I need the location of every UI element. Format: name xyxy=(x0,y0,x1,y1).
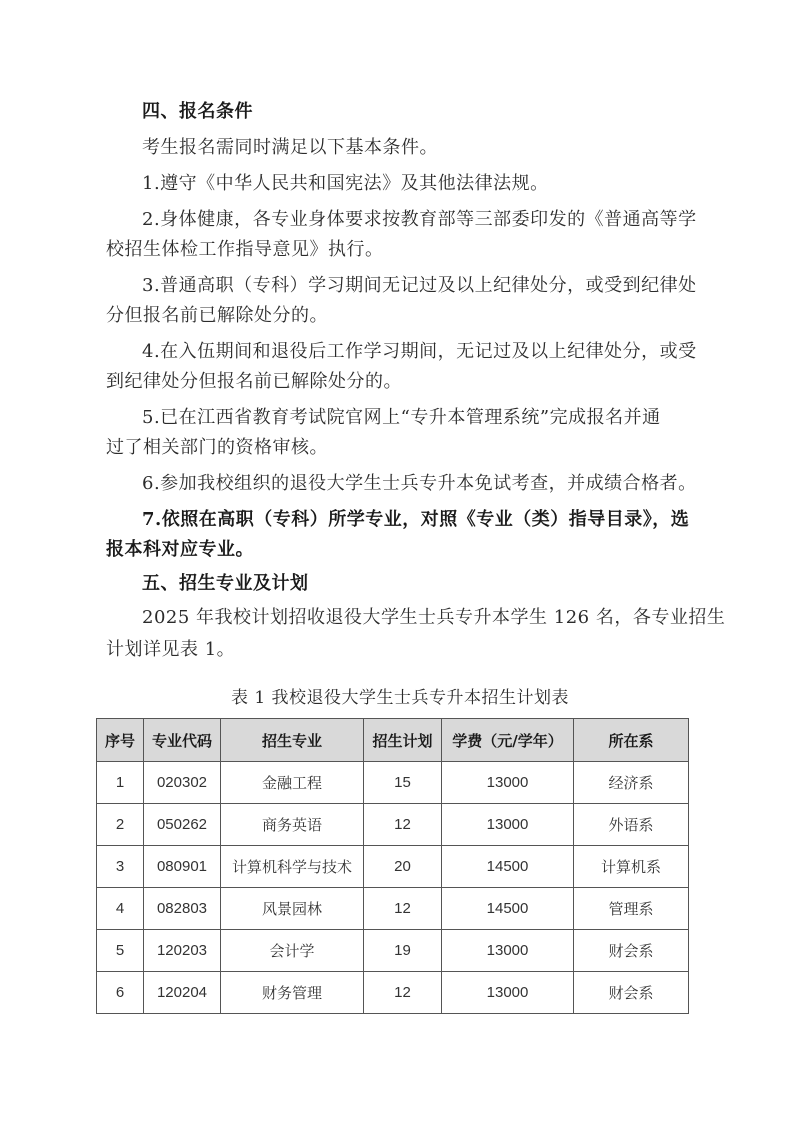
cell-major: 会计学 xyxy=(221,930,364,972)
cell-major-code: 020302 xyxy=(144,762,221,804)
enrollment-plan-table xyxy=(96,718,689,1014)
condition-4-line-1: 4.在入伍期间和退役后工作学习期间，无记过及以上纪律处分，或受 xyxy=(142,341,697,362)
condition-3-line-2: 分但报名前已解除处分的。 xyxy=(106,305,328,326)
cell-tuition: 14500 xyxy=(442,846,574,888)
header-tuition: 学费（元/学年） xyxy=(442,719,574,762)
header-index: 序号 xyxy=(97,719,144,762)
cell-plan: 15 xyxy=(364,762,442,804)
cell-department: 外语系 xyxy=(574,804,689,846)
cell-department: 经济系 xyxy=(574,762,689,804)
cell-tuition: 13000 xyxy=(442,804,574,846)
table-row xyxy=(97,888,689,930)
cell-department: 管理系 xyxy=(574,888,689,930)
table-row xyxy=(97,762,689,804)
section-4-intro: 考生报名需同时满足以下基本条件。 xyxy=(142,137,438,158)
condition-7-line-1: 7.依照在高职（专科）所学专业，对照《专业（类）指导目录》，选 xyxy=(142,509,690,530)
cell-tuition: 13000 xyxy=(442,762,574,804)
table-row xyxy=(97,846,689,888)
cell-index: 3 xyxy=(97,846,144,888)
cell-department: 财会系 xyxy=(574,972,689,1014)
condition-3-line-1: 3.普通高职（专科）学习期间无记过及以上纪律处分，或受到纪律处 xyxy=(142,275,697,296)
condition-6: 6.参加我校组织的退役大学生士兵专升本免试考查，并成绩合格者。 xyxy=(142,473,697,494)
cell-plan: 12 xyxy=(364,888,442,930)
table-header-row xyxy=(97,719,689,762)
header-major-code: 专业代码 xyxy=(144,719,221,762)
cell-index: 6 xyxy=(97,972,144,1014)
condition-5-line-1: 5.已在江西省教育考试院官网上“专升本管理系统”完成报名并通 xyxy=(142,407,661,428)
cell-major-code: 120204 xyxy=(144,972,221,1014)
header-major: 招生专业 xyxy=(221,719,364,762)
condition-4-line-2: 到纪律处分但报名前已解除处分的。 xyxy=(106,371,402,392)
condition-7-line-2: 报本科对应专业。 xyxy=(106,539,254,560)
condition-2-line-1: 2.身体健康，各专业身体要求按教育部等三部委印发的《普通高等学 xyxy=(142,209,697,230)
table-row xyxy=(97,972,689,1014)
cell-major-code: 050262 xyxy=(144,804,221,846)
cell-index: 1 xyxy=(97,762,144,804)
condition-2-line-2: 校招生体检工作指导意见》执行。 xyxy=(106,239,384,260)
cell-plan: 20 xyxy=(364,846,442,888)
cell-index: 4 xyxy=(97,888,144,930)
section-5-heading: 五、招生专业及计划 xyxy=(142,573,309,594)
cell-plan: 12 xyxy=(364,972,442,1014)
table-row xyxy=(97,804,689,846)
cell-major: 商务英语 xyxy=(221,804,364,846)
cell-major-code: 080901 xyxy=(144,846,221,888)
cell-index: 5 xyxy=(97,930,144,972)
section-5-paragraph-line-1: 2025 年我校计划招收退役大学生士兵专升本学生 126 名，各专业招生 xyxy=(142,607,726,628)
condition-1: 1.遵守《中华人民共和国宪法》及其他法律法规。 xyxy=(142,173,549,194)
cell-plan: 19 xyxy=(364,930,442,972)
cell-department: 计算机系 xyxy=(574,846,689,888)
table-caption: 表 1 我校退役大学生士兵专升本招生计划表 xyxy=(230,688,570,708)
section-4-heading: 四、报名条件 xyxy=(142,101,253,122)
header-department: 所在系 xyxy=(574,719,689,762)
section-5-paragraph-line-2: 计划详见表 1。 xyxy=(106,639,236,660)
cell-major: 计算机科学与技术 xyxy=(221,846,364,888)
header-plan: 招生计划 xyxy=(364,719,442,762)
cell-index: 2 xyxy=(97,804,144,846)
cell-tuition: 14500 xyxy=(442,888,574,930)
cell-major: 风景园林 xyxy=(221,888,364,930)
cell-tuition: 13000 xyxy=(442,972,574,1014)
cell-tuition: 13000 xyxy=(442,930,574,972)
cell-department: 财会系 xyxy=(574,930,689,972)
cell-major: 财务管理 xyxy=(221,972,364,1014)
cell-major-code: 082803 xyxy=(144,888,221,930)
cell-plan: 12 xyxy=(364,804,442,846)
cell-major-code: 120203 xyxy=(144,930,221,972)
condition-5-line-2: 过了相关部门的资格审核。 xyxy=(106,437,328,458)
table-row xyxy=(97,930,689,972)
cell-major: 金融工程 xyxy=(221,762,364,804)
